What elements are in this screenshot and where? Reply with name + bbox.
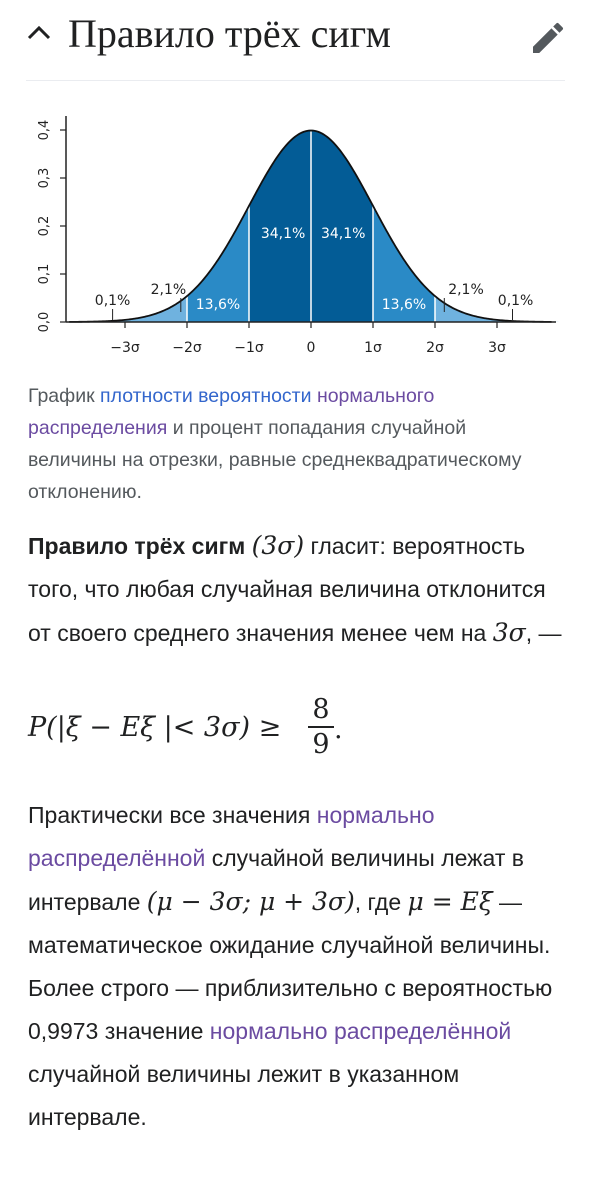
paragraph-text: случайной величины лежат в интервале bbox=[28, 845, 524, 915]
formula-fraction bbox=[308, 694, 334, 762]
section-header[interactable] bbox=[0, 0, 591, 80]
y-tick-label: 0,3 bbox=[37, 167, 52, 189]
link-probability-density[interactable]: плотности вероятности bbox=[100, 385, 312, 407]
chevron-up-icon[interactable] bbox=[24, 18, 54, 48]
region-label: 13,6% bbox=[381, 297, 427, 313]
math-three-sigma: (3σ) bbox=[251, 531, 305, 560]
x-tick-label: 0 bbox=[306, 340, 316, 356]
paragraph-text: Практически все значения bbox=[28, 802, 317, 828]
pencil-icon[interactable] bbox=[528, 18, 568, 58]
formula-left: P(|ξ − Eξ |< 3σ) ≥ bbox=[28, 712, 282, 743]
formula-end: . bbox=[334, 714, 343, 745]
region-label: 2,1% bbox=[150, 282, 187, 298]
link-normally-distributed-2[interactable]: нормально распределённой bbox=[209, 1018, 512, 1044]
link-normally-distributed[interactable]: нормально распределённой bbox=[28, 802, 435, 871]
y-tick-label: 0,4 bbox=[37, 119, 52, 141]
region-label: 13,6% bbox=[195, 297, 241, 313]
header-divider bbox=[26, 80, 565, 81]
x-tick-label: 1σ bbox=[364, 340, 382, 356]
math-mean: μ = Eξ bbox=[407, 887, 493, 916]
y-tick-label: 0,0 bbox=[37, 311, 52, 333]
section-title: Правило трёх сигм bbox=[68, 11, 391, 56]
region-label: 0,1% bbox=[94, 293, 131, 309]
paragraph-text: , — bbox=[525, 620, 562, 646]
paragraph-text: гласит: вероятность того, что любая случайная величина отклонится от своего среднего значения менее чем на bbox=[28, 533, 546, 646]
y-tick-label: 0,1 bbox=[37, 263, 52, 285]
probability-regions bbox=[63, 131, 559, 322]
rule-term: Правило трёх сигм bbox=[28, 533, 246, 559]
x-tick-label: −2σ bbox=[172, 340, 202, 356]
formula-numerator: 8 bbox=[312, 694, 330, 725]
y-tick-label: 0,2 bbox=[37, 215, 52, 237]
math-three-sigma-inline: 3σ bbox=[492, 618, 526, 647]
x-tick-label: 2σ bbox=[426, 340, 444, 356]
figure-caption bbox=[28, 380, 548, 508]
normal-distribution-figure[interactable] bbox=[26, 108, 566, 366]
region-label: 34,1% bbox=[320, 226, 366, 242]
paragraph-text: случайной величины лежит в указанном интервале. bbox=[28, 1061, 460, 1130]
paragraph-rule bbox=[28, 524, 568, 655]
paragraph-text: — математическое ожидание случайной величины. Более строго — приблизительно с вероятностью 0,9973 значение bbox=[28, 889, 553, 1044]
region-label: 34,1% bbox=[260, 226, 306, 242]
link-normal-distribution[interactable]: нормального распределения bbox=[28, 385, 435, 439]
caption-text: График bbox=[28, 385, 101, 407]
probability-formula bbox=[28, 694, 548, 770]
region-label: 2,1% bbox=[448, 282, 484, 298]
x-ticks bbox=[110, 322, 506, 356]
formula-denominator: 9 bbox=[308, 726, 334, 762]
region-label: 0,1% bbox=[497, 293, 534, 309]
x-tick-label: −1σ bbox=[234, 340, 264, 356]
paragraph-text: , где bbox=[354, 889, 408, 915]
caption-text: и процент попадания случайной величины на отрезки, равные среднеквадратическому отклонению. bbox=[28, 417, 522, 503]
x-tick-label: 3σ bbox=[488, 340, 506, 356]
math-interval: (μ − 3σ; μ + 3σ) bbox=[146, 887, 355, 916]
y-ticks bbox=[37, 120, 66, 333]
x-tick-label: −3σ bbox=[110, 340, 140, 356]
paragraph-interval bbox=[28, 794, 568, 1139]
